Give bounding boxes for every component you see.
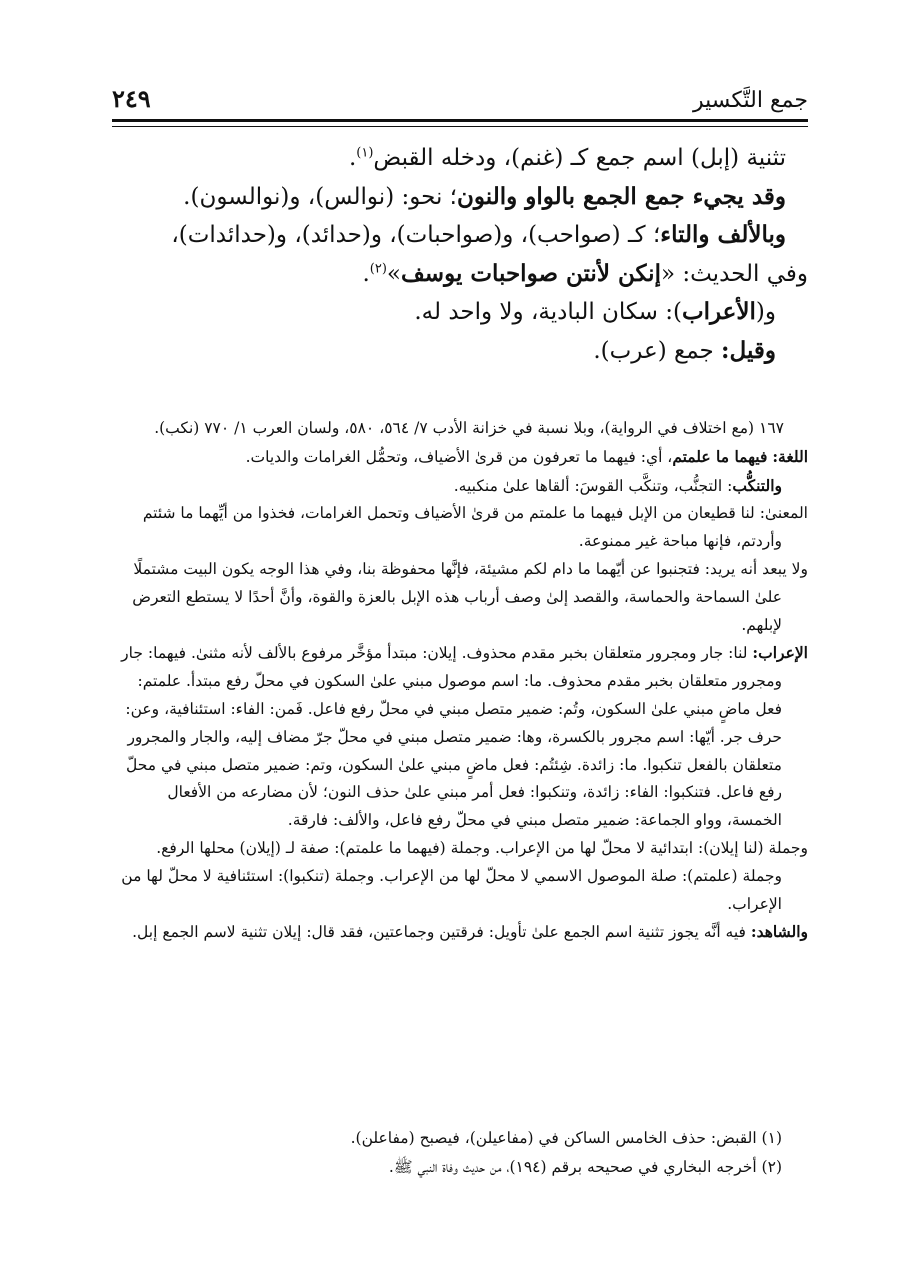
- page-header: [112, 82, 808, 122]
- footnote-ref: (١): [356, 145, 374, 161]
- footnote-1: (١) القبض: حذف الخامس الساكن في (مفاعيلن)، فيصبح (مفاعلن).: [350, 1129, 782, 1147]
- lugha-note: اللغة: فيهما ما علمتم، أي: فيهما ما تعرفون من قرىٰ الأضياف، وتحمُّل الغرامات والديات. والتنكُّب: التجنُّب، وتنكَّب القوسَ: ألقاها علىٰ منكبيه.: [245, 446, 808, 495]
- shahid-note: والشاهد: فيه أنَّه يجوز تثنية اسم الجمع علىٰ تأويل: فرقتين وجماعتين، فقد قال: إيلان تثنية لاسم الجمع إبل.: [132, 922, 808, 942]
- header-rule-thin: [112, 126, 808, 127]
- main-line: وقيل: جمع (عرب).: [593, 336, 776, 364]
- main-line: وفي الحديث: «إنكن لأنتن صواحبات يوسف»$^{(٢)}$.: [362, 259, 808, 287]
- wala-note: ولا يبعد أنه يريد: فتجنبوا عن أيّهما ما دام لكم مشيئة، فإنَّها محفوظة بنا، وفي هذا الوجه يكون البيت مشتملًا علىٰ السماحة والحماسة، والقصد إلىٰ وصف أرباب هذه الإبل بالعزة والقوة، وأنَّ أحدًا لا يستطع التعرض لإبلهم.: [132, 559, 808, 634]
- irab-note: الإعراب: لنا: جار ومجرور متعلقان بخبر مقدم محذوف. إيلان: مبتدأ مؤخَّر مرفوع بالألف لأنه مثنىٰ. فيهما: جار ومجرور متعلقان بخبر مقدم محذوف. ما: اسم موصول مبني علىٰ السكون في محلّ رفع مبتدأ. علمتم: فعل ماضٍ مبني علىٰ السكون، وتُم: ضمير متصل مبني في محلّ رفع فاعل. فَمن: الفاء: استئنافية، وعن: حرف جر. أيّها: اسم مجرور بالكسرة، وها: ضمير متصل مبني في محلّ جرّ مضاف إليه، والجار والمجرور متعلقان بالفعل تنكبوا. ما: زائدة. شِئتُم: فعل ماضٍ مبني علىٰ السكون، وتم: ضمير متصل مبني في محلّ رفع فاعل. فتنكبوا: الفاء: زائدة، وتنكبوا: فعل أمر مبني علىٰ حذف النون؛ لأن مضارعه من الأفعال الخمسة، وواو الجماعة: ضمير متصل مبني في محلّ رفع فاعل، والألف: فارقة.: [121, 643, 808, 830]
- main-line: وبالألف والتاء؛ كـ (صواحب)، و(صواحبات)، و(حدائد)، و(حدائدات)،: [171, 221, 786, 248]
- running-title: جمع التَّكسير: [692, 88, 808, 113]
- main-line: وقد يجيء جمع الجمع بالواو والنون؛ نحو: (نوالس)، و(نوالسون).: [183, 182, 786, 210]
- header-rule-thick: [112, 119, 808, 122]
- footnote-2: (٢) أخرجه البخاري في صحيحه برقم (١٩٤)، من حديث وفاة النبي ﷺ.: [388, 1158, 782, 1176]
- main-text: [112, 140, 808, 370]
- notes-section: [112, 415, 808, 947]
- footnotes: [112, 1124, 808, 1182]
- main-line: و(الأعراب): سكان البادية، ولا واحد له.: [414, 298, 776, 325]
- footnote-ref: (٢): [369, 260, 387, 276]
- main-line: تثنية (إبل) اسم جمع كـ (غنم)، ودخله القبض$^{(١)}$.: [348, 145, 786, 171]
- source-note: ١٦٧ (مع اختلاف في الرواية)، وبلا نسبة في خزانة الأدب ٧/ ٥٦٤، ٥٨٠، ولسان العرب ١/ ٧٧٠ (نكب).: [154, 419, 784, 437]
- page-number: ٢٤٩: [112, 84, 151, 113]
- jumla-note: وجملة (لنا إيلان): ابتدائية لا محلّ لها من الإعراب. وجملة (فيهما ما علمتم): صفة لـ (إيلان) محلها الرفع. وجملة (علمتم): صلة الموصول الاسمي لا محلّ لها من الإعراب. وجملة (تنكبوا): استئنافية لا محلّ لها من الإعراب.: [121, 838, 808, 913]
- maana-note: المعنىٰ: لنا قطيعان من الإبل فيهما ما علمتم من قرىٰ الأضياف وتحمل الغرامات، فخذوا من أيِّهما ما شئتم وأردتم، فإنها مباحة غير ممنوعة.: [142, 504, 808, 551]
